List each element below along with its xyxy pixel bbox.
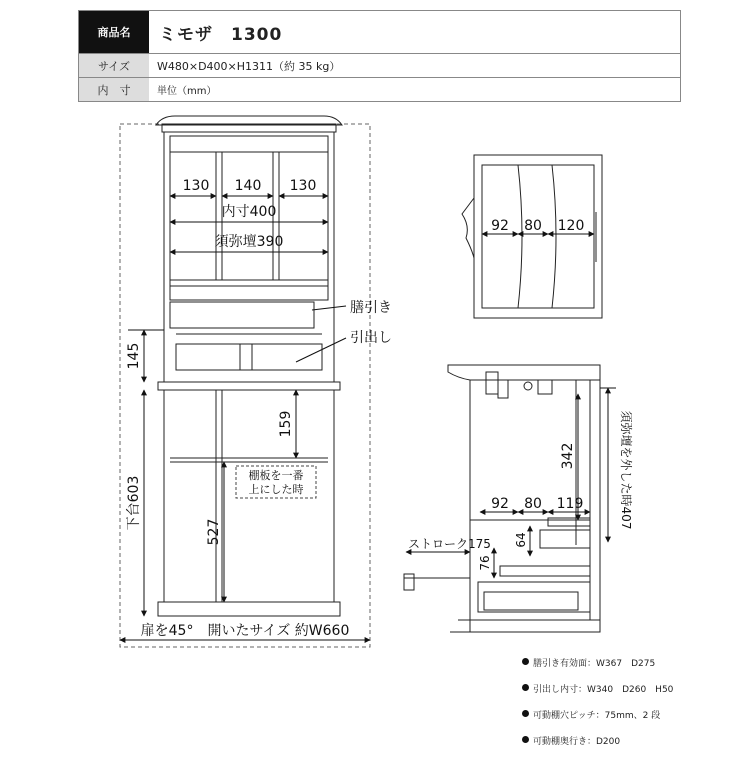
side-dim-92: 92 <box>491 496 509 512</box>
plan-dim-80: 80 <box>524 218 542 234</box>
sumidan-width-label: 須弥壇390 <box>214 234 284 250</box>
bullet-icon <box>522 684 529 691</box>
stroke-label: ストローク175 <box>408 537 491 551</box>
front-dimension-lines <box>120 196 370 640</box>
plan-dim-120: 120 <box>557 218 585 234</box>
dim-159: 159 <box>278 410 294 438</box>
note-item <box>522 708 742 734</box>
zenbiki-label: 膳引き <box>350 300 392 316</box>
bullet-icon <box>522 658 529 665</box>
side-dim-64: 64 <box>514 532 528 548</box>
note-text: 可動棚穴ピッチ：75mm、2 段 <box>533 711 661 721</box>
plan-view <box>462 155 602 318</box>
side-dim-119: 119 <box>556 496 584 512</box>
inner-width-label: 内寸400 <box>221 204 277 220</box>
bullet-icon <box>522 736 529 743</box>
note-item <box>522 656 742 682</box>
note-text: 膳引き有効面：W367 D275 <box>533 659 656 669</box>
product-name: ミモザ 1300 <box>159 24 283 45</box>
dim-top-right: 130 <box>289 178 317 194</box>
plan-dim-92: 92 <box>491 218 509 234</box>
side-dim-80: 80 <box>524 496 542 512</box>
sumidan-removed-label: 須弥壇を外した時407 <box>619 410 633 530</box>
note-text: 引出し内寸：W340 D260 H50 <box>533 685 674 695</box>
size-label: サイズ <box>79 54 149 77</box>
plan-labels <box>491 218 584 234</box>
bullet-icon <box>522 710 529 717</box>
notes-list <box>522 656 742 760</box>
note-item <box>522 682 742 708</box>
dim-shitadai: 下台603 <box>126 475 142 531</box>
door-note: 扉を45° 開いたサイズ 約W660 <box>140 623 350 639</box>
note-item <box>522 734 742 760</box>
note-text: 可動棚奥行き：D200 <box>533 737 621 747</box>
side-dim-76: 76 <box>478 555 492 571</box>
inner-label: 内 寸 <box>79 78 149 101</box>
product-label: 商品名 <box>79 11 149 53</box>
dim-527: 527 <box>206 518 222 546</box>
front-labels <box>126 178 392 639</box>
shelf-note-line1: 棚板を一番 <box>248 469 304 482</box>
shelf-note-line2: 上にした時 <box>248 483 304 496</box>
side-dim-342: 342 <box>560 442 576 470</box>
dim-145: 145 <box>126 342 142 370</box>
hikidashi-label: 引出し <box>350 330 392 346</box>
dim-top-center: 140 <box>234 178 262 194</box>
size-value: W480×D400×H1311（約 35 kg） <box>157 59 341 73</box>
dim-top-left: 130 <box>182 178 210 194</box>
inner-value: 単位（mm） <box>157 86 217 97</box>
